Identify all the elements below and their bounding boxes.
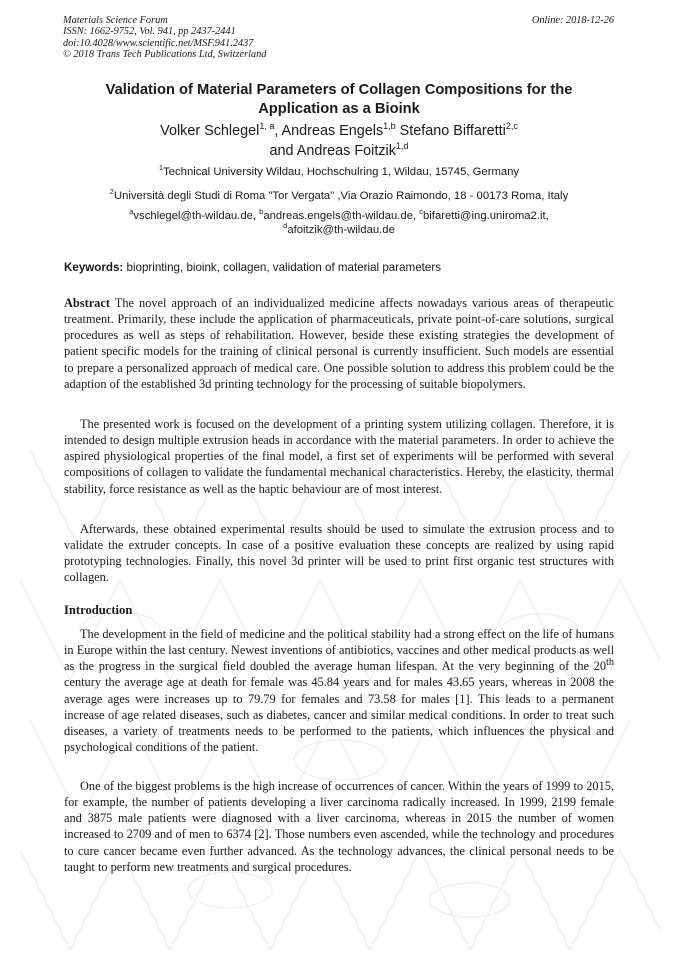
intro-text: One of the biggest problems is the high increase of occurrences of cancer. Within the years of 1999 to 2015, for example, the number of patients developing a liver carcinoma radically increased. In 1999, 2199 female and 3875 male patients were diagnosed with a liver carcinoma, whereas in 2015 the number of women increased to 2709 and of men to 6374 [2]. Those numbers even ascended, while the technology and procedures to cure cancer became even further advanced. As the technology advances, the clinical personal needs to be taught to perform new treatments and surgical procedures. [64,779,614,874]
email-link[interactable]: andreas.engels@th-wildau.de, [263,210,420,222]
title-line-2: Application as a Bioink [258,101,420,117]
keywords-text: bioprinting, bioink, collagen, validation of material parameters [123,261,441,274]
intro-paragraph-2 [64,778,614,875]
affiliation-2 [58,189,620,203]
author-list [60,121,618,161]
intro-text: The development in the field of medicine and the political stability had a strong effect on the life of humans in Europe within the last century. Newest inventions of antibiotics, vaccines and other medical products as well as the progress in the surgical field doubled the average human lifespan. At the very beginning of the 20 [64,627,614,674]
email-mark: c [419,207,424,217]
email-mark: d [283,220,288,230]
author-affiliation-mark: 1,d [395,141,409,152]
email-mark: a [129,207,134,217]
abstract-text: Afterwards, these obtained experimental results should be used to simulate the extrusion process and to validate the extruder concepts. In case of a positive evaluation these concepts are realized by using rapid prototyping technologies. Finally, this novel 3d printer will be used to print first organic test structures with collagen. [64,522,614,585]
email-line-1 [60,207,618,224]
author-line-2 [60,141,618,161]
email-link[interactable]: bifaretti@ing.uniroma2.it, [423,210,549,222]
author-affiliation-mark: 1,b [383,121,396,132]
affiliation-text: Università degli Studi di Roma "Tor Vergata" ,Via Orazio Raimondo, 18 - 00173 Roma, Italy [113,190,569,202]
journal-name: Materials Science Forum [63,15,168,26]
affiliation-1 [58,165,620,179]
affiliation-mark: 1 [158,163,164,173]
online-date: Online: 2018-12-26 [531,15,614,26]
abstract-text: The presented work is focused on the development of a printing system utilizing collagen. Therefore, it is intended to design multiple extrusion heads in accordance with the material parameters. In order to achieve the aspired physiological properties of the final model, a first set of experiments will be performed with several compositions of collagen to validate the fundamental mechanical characteristics. Hereby, the elasticity, thermal stability, force resistance as well as the haptic behaviour are of most interest. [64,417,614,496]
intro-paragraph-1 [64,626,614,755]
email-mark: b [259,207,264,217]
section-heading-introduction: Introduction [64,603,133,617]
email-line-2 [60,220,618,238]
title-line-1: Validation of Material Parameters of Collagen Compositions for the [105,82,573,98]
abstract-label: Abstract [64,296,110,310]
journal-doi: doi:10.4028/www.scientific.net/MSF.941.2437 [63,37,254,49]
author-name: , Andreas Engels [274,123,384,139]
abstract-paragraph-1 [64,295,614,392]
paper-title [70,81,608,119]
abstract-text: The novel approach of an individualized medicine affects nowadays various areas of therapeutic treatment. Primarily, these include the application of pharmaceuticals, private point-of-care solutions, surgical procedures as well as steps of rehabilitation. However, beside these existing strategies the development of patient specific models for the training of clinical personal is currently insufficient. Such models are essential to prepare a personalized approach of medical care. One possible solution to address this problem could be the adaption of the established 3d printing technology for the processing of suitable biopolymers. [64,296,614,391]
affiliation-mark: 2 [109,187,114,197]
journal-header [63,15,266,61]
author-name: Volker Schlegel [160,123,260,139]
journal-copyright: © 2018 Trans Tech Publications Ltd, Switzerland [63,49,267,61]
author-line-1 [60,121,618,141]
keywords [64,261,441,274]
abstract-paragraph-3 [64,521,614,586]
journal-issn: ISSN: 1662-9752, Vol. 941, pp 2437-2441 [63,26,236,38]
author-affiliation-mark: 2,c [505,121,518,132]
author-name: and Andreas Foitzik [269,143,396,159]
email-link[interactable]: vschlegel@th-wildau.de, [133,210,260,222]
intro-superscript: th [606,657,614,669]
author-affiliation-mark: 1, a [259,121,275,132]
author-emails [60,207,618,237]
author-name: Stefano Biffaretti [395,123,506,139]
affiliation-text: Technical University Wildau, Hochschulring 1, Wildau, 15745, Germany [163,166,520,178]
email-link[interactable]: afoitzik@th-wildau.de [287,223,395,236]
intro-text: century the average age at death for female was 45.84 years and for males 43.65 years, whereas in 2008 the average ages were increases up to 79.79 for females and 73.58 for males [1]. This leads to a permanent increase of age related diseases, such as diabetes, cancer and similar medical conditions. In order to treat such diseases, a variety of treatments needs to be performed to the patients, which influences the physical and psychological conditions of the patient. [64,675,614,755]
keywords-label: Keywords: [64,261,124,274]
abstract-paragraph-2 [64,416,614,497]
